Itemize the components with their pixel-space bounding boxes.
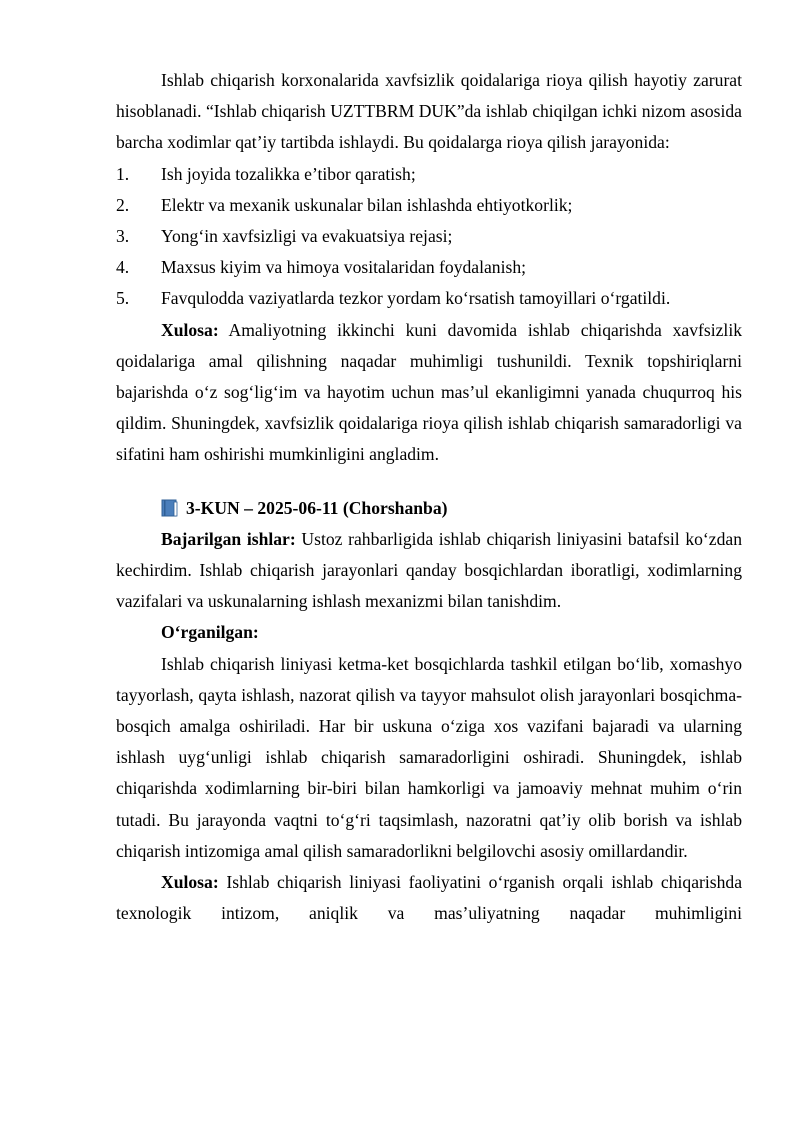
done-work-text: Ustoz rahbarligida ishlab chiqarish liniyasini batafsil ko‘zdan kechirdim. Ishlab chiqarish jarayonlari qanday bosqichlardan iboratligi, xodimlarning vazifalari va uskunalarning ishlash mexanizmi bilan tanishdim. [116, 528, 742, 612]
done-work-label: Bajarilgan ishlar: [161, 528, 296, 549]
list-item-number: 2. [116, 194, 130, 215]
conclusion-paragraph-2 [116, 867, 742, 929]
list-item-number: 5. [116, 288, 130, 309]
conclusion-text: Amaliyotning ikkinchi kuni davomida ishlab chiqarishda xavfsizlik qoidalariga amal qilishning naqadar muhimligi tushunildi. Texnik topshiriqlarni bajarishda o‘z sog‘lig‘im va hayotim uchun mas’ul ekanligimni yanada chuqurroq his qildim. Shuningdek, xavfsizlik qoidalariga rioya qilish ishlab chiqarish samaradorligi va sifatini ham oshirishi mumkinligini angladim. [116, 319, 742, 465]
safety-rules-list [116, 159, 742, 315]
list-item-text: Elektr va mexanik uskunalar bilan ishlashda ehtiyotkorlik; [161, 194, 573, 215]
conclusion-paragraph [116, 315, 742, 471]
list-item-number: 3. [116, 226, 130, 247]
list-item-number: 4. [116, 257, 130, 278]
day-heading-text: 3-KUN – 2025-06-11 (Chorshanba) [186, 497, 448, 518]
document-page [116, 65, 742, 929]
list-item-number: 1. [116, 163, 130, 184]
learned-paragraph: Ishlab chiqarish liniyasi ketma-ket bosqichlarda tashkil etilgan bo‘lib, xomashyo tayyorlash, qayta ishlash, nazorat qilish va tayyor mahsulot olish jarayonlari bosqichma-bosqich amalga oshiriladi. Har bir uskuna o‘ziga xos vazifani bajaradi va ularning ishlash uyg‘unligi ishlab chiqarish samaradorligini oshiradi. Shuningdek, ishlab chiqarishda xodimlarning bir-biri bilan hamkorligi va jamoaviy mehnat muhim o‘rin tutadi. Bu jarayonda vaqtni to‘g‘ri taqsimlash, nazoratni qat’iy olib borish va ishlab chiqarish intizomiga amal qilish samaradorlikni belgilovchi asosiy omillardandir. [116, 653, 742, 861]
list-item [116, 159, 742, 190]
learned-label-line [116, 617, 742, 648]
list-item-text: Ish joyida tozalikka e’tibor qaratish; [161, 163, 416, 184]
list-item [116, 221, 742, 252]
conclusion-label: Xulosa: [161, 872, 219, 893]
list-item-text: Maxsus kiyim va himoya vositalaridan foydalanish; [161, 257, 527, 278]
conclusion-label: Xulosa: [161, 319, 219, 340]
learned-label: O‘rganilgan: [161, 622, 259, 643]
book-icon [161, 499, 178, 517]
list-item [116, 252, 742, 283]
intro-paragraph: Ishlab chiqarish korxonalarida xavfsizlik qoidalariga rioya qilish hayotiy zarurat hisoblanadi. “Ishlab chiqarish UZTTBRM DUK”da ishlab chiqilgan ichki nizom asosida barcha xodimlar qat’iy tartibda ishlaydi. Bu qoidalarga rioya qilish jarayonida: [116, 70, 742, 153]
done-work-paragraph [116, 524, 742, 618]
list-item-text: Yong‘in xavfsizligi va evakuatsiya rejasi; [161, 226, 453, 247]
list-item [116, 283, 742, 314]
conclusion-text: Ishlab chiqarish liniyasi faoliyatini o‘rganish orqali ishlab chiqarishda texnologik intizom, aniqlik va mas’uliyatning naqadar muhimligini [116, 872, 742, 924]
list-item [116, 190, 742, 221]
day-heading [116, 493, 742, 524]
list-item-text: Favqulodda vaziyatlarda tezkor yordam ko‘rsatish tamoyillari o‘rgatildi. [161, 288, 671, 309]
